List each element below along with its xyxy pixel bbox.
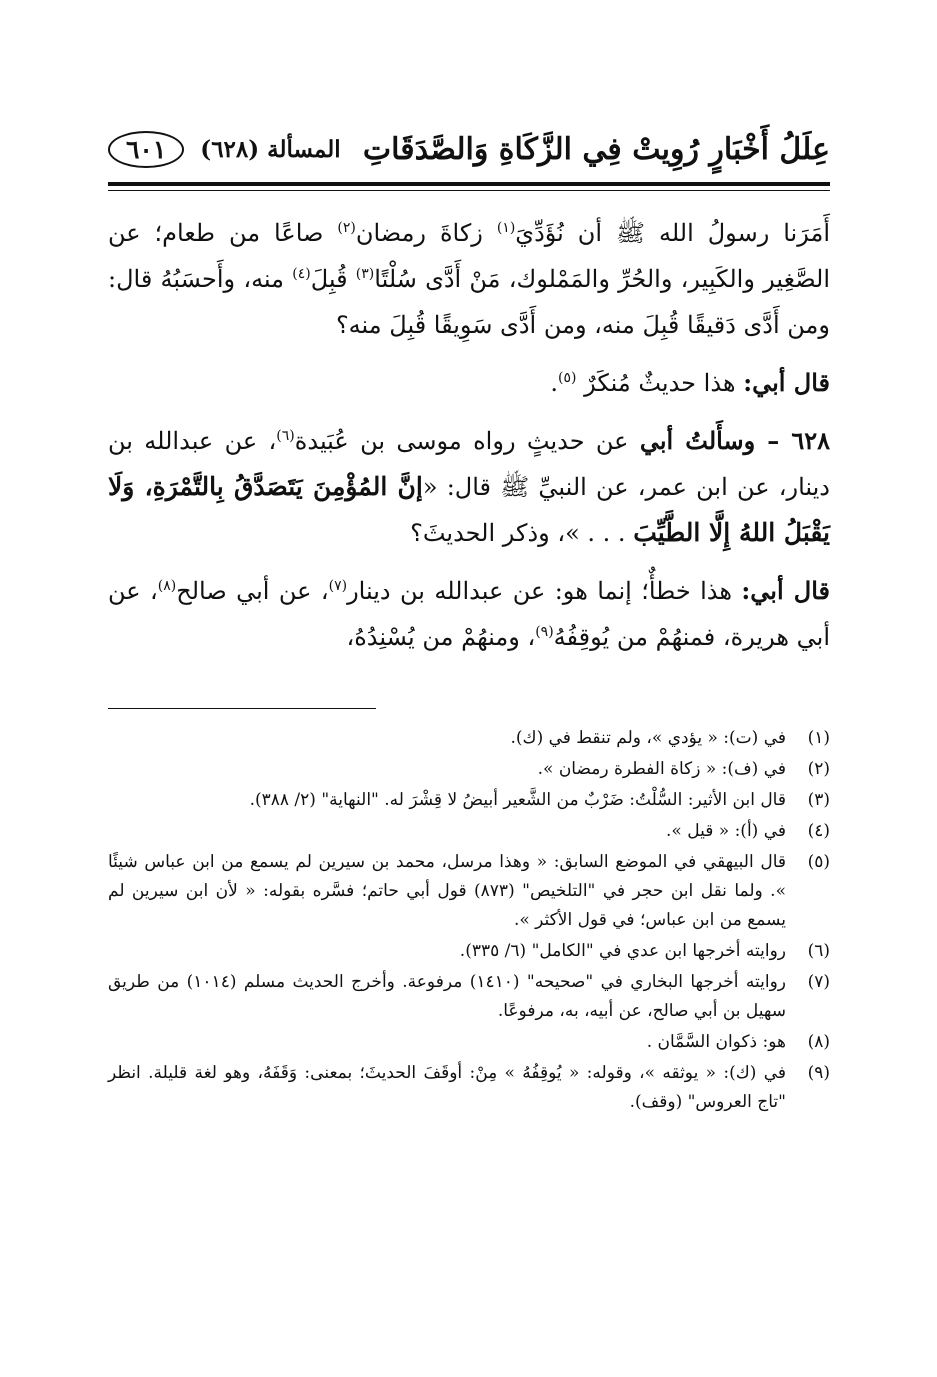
text-run: . xyxy=(550,369,559,397)
footnote-ref-8[interactable]: (٨) xyxy=(157,578,177,594)
text-run: عن حديثٍ رواه موسى بن عُبَيدة xyxy=(294,427,640,455)
paragraph-1 xyxy=(108,210,830,348)
text-run: قُبِلَ xyxy=(310,265,356,293)
footnote-text: هو: ذكوان السَّمَّان . xyxy=(646,1032,786,1052)
header-rule-thin xyxy=(108,190,830,191)
text-run: هذا خطأٌ؛ إنما هو: عن عبدالله بن دينار xyxy=(347,577,742,605)
footnote-number: (١) xyxy=(807,728,830,748)
book-title: عِلَلُ أَخْبَارٍ رُوِيتْ فِي الزَّكَاةِ وَالصَّدَقَاتِ xyxy=(362,131,830,167)
footnote-separator xyxy=(108,708,376,709)
footnote-ref-4[interactable]: (٤) xyxy=(292,266,311,282)
footnote-number: (٥) xyxy=(807,852,830,872)
footnote-number: (٦) xyxy=(807,941,830,961)
main-text xyxy=(108,210,830,660)
paragraph-3 xyxy=(108,418,830,556)
text-run: ، عن أبي هريرة، فمنهُمْ من يُوقِفُهُ xyxy=(108,577,830,651)
footnote-ref-3[interactable]: (٣) xyxy=(355,266,375,282)
footnote-item xyxy=(108,848,830,935)
header-rule-thick xyxy=(108,182,830,186)
page xyxy=(108,118,830,1119)
footnote-number: (٩) xyxy=(807,1063,830,1083)
footnote-text: في (أ): « قيل ». xyxy=(666,821,786,841)
running-header xyxy=(108,118,830,180)
text-run: ، عن أبي صالح xyxy=(176,577,329,605)
text-run: منه، وأَحسَبُهُ قال: ومن أَدَّى دَقيقًا قُبِلَ منه، ومن أَدَّى سَوِيقًا قُبِلَ منه؟ xyxy=(108,265,830,339)
text-run: ، ومنهُمْ من يُسْنِدُهُ، xyxy=(346,623,536,651)
footnote-item xyxy=(108,968,830,1026)
footnote-number: (٧) xyxy=(807,972,830,992)
text-run: صاعًا من طعام؛ عن الصَّغِير والكَبِير، والحُرِّ والمَمْلوك، مَنْ أَدَّى سُلْتًا xyxy=(108,219,830,293)
page-number: ٦٠١ xyxy=(108,131,184,168)
footnote-number: (٨) xyxy=(807,1032,830,1052)
footnote-item xyxy=(108,937,830,966)
footnote-number: (٣) xyxy=(807,790,830,810)
footnote-text: في (ت): « يؤدي »، ولم تنقط في (ك). xyxy=(510,728,786,748)
header-left-group xyxy=(108,131,341,168)
text-run: . . . »، وذكر الحديثَ؟ xyxy=(410,519,634,547)
footnote-text: في (ف): « زكاة الفطرة رمضان ». xyxy=(537,759,786,779)
speaker-label: قال أبي: xyxy=(741,576,830,605)
footnote-item xyxy=(108,786,830,815)
footnote-text: روايته أخرجها ابن عدي في "الكامل" (٦/ ٣٣٥). xyxy=(459,941,786,961)
paragraph-4 xyxy=(108,568,830,660)
issue-label: المسألة (٦٢٨) xyxy=(200,135,341,163)
footnote-text: في (ك): « يوثقه »، وقوله: « يُوقِفُهُ » مِنْ: أوقَفَ الحديثَ؛ بمعنى: وَقَفَهُ، وهو لغة قليلة. انظر "تاج العروس" (وقف). xyxy=(108,1063,786,1112)
footnote-ref-6[interactable]: (٦) xyxy=(276,428,295,444)
footnotes xyxy=(108,724,830,1117)
footnote-ref-1[interactable]: (١) xyxy=(496,220,516,236)
footnote-ref-2[interactable]: (٢) xyxy=(337,220,356,236)
text-run: ، عن عبدالله بن دينار، عن ابن عمر، عن النبيِّ ﷺ قال: « xyxy=(108,427,830,501)
text-run: زكاةَ رمضان xyxy=(355,219,497,247)
hadith-text: إنَّ المُؤْمِنَ يَتَصَدَّقُ بِالتَّمْرَةِ، وَلَا يَقْبَلُ اللهُ إِلَّا الطَّيِّبَ xyxy=(108,472,830,547)
footnote-number: (٤) xyxy=(807,821,830,841)
footnote-text: قال البيهقي في الموضع السابق: « وهذا مرسل، محمد بن سيرين لم يسمع من ابن عباس شيئًا ». ولما نقل ابن حجر في "التلخيص" (٨٧٣) قول أبي حاتم؛ فسَّره بقوله: « لأن ابن سيرين لم يسمع من ابن عباس؛ في قول الأكثر ». xyxy=(108,852,786,930)
footnote-item xyxy=(108,817,830,846)
text-run: أَمَرَنا رسولُ الله ﷺ أن نُؤَدِّيَ xyxy=(515,219,830,247)
speaker-label: قال أبي: xyxy=(743,368,830,397)
question-lead: ٦٢٨ – وسأَلتُ أبي xyxy=(639,426,831,455)
footnote-ref-7[interactable]: (٧) xyxy=(328,578,348,594)
footnote-text: قال ابن الأثير: السُّلْتُ: ضَرْبٌ من الشَّعير أبيضُ لا قِشْرَ له. "النهاية" (٢/ ٣٨٨). xyxy=(249,790,786,810)
footnote-number: (٢) xyxy=(807,759,830,779)
footnote-ref-5[interactable]: (٥) xyxy=(558,370,577,386)
footnote-item xyxy=(108,724,830,753)
paragraph-2 xyxy=(108,360,830,406)
footnote-text: روايته أخرجها البخاري في "صحيحه" (١٤١٠) مرفوعة. وأخرج الحديث مسلم (١٠١٤) من طريق سهيل بن أبي صالح، عن أبيه، به، مرفوعًا. xyxy=(108,972,787,1021)
footnote-ref-9[interactable]: (٩) xyxy=(535,624,554,640)
footnote-item xyxy=(108,1059,830,1117)
text-run: هذا حديثٌ مُنكَرٌ xyxy=(576,369,744,397)
footnote-item xyxy=(108,755,830,784)
footnote-item xyxy=(108,1028,830,1057)
